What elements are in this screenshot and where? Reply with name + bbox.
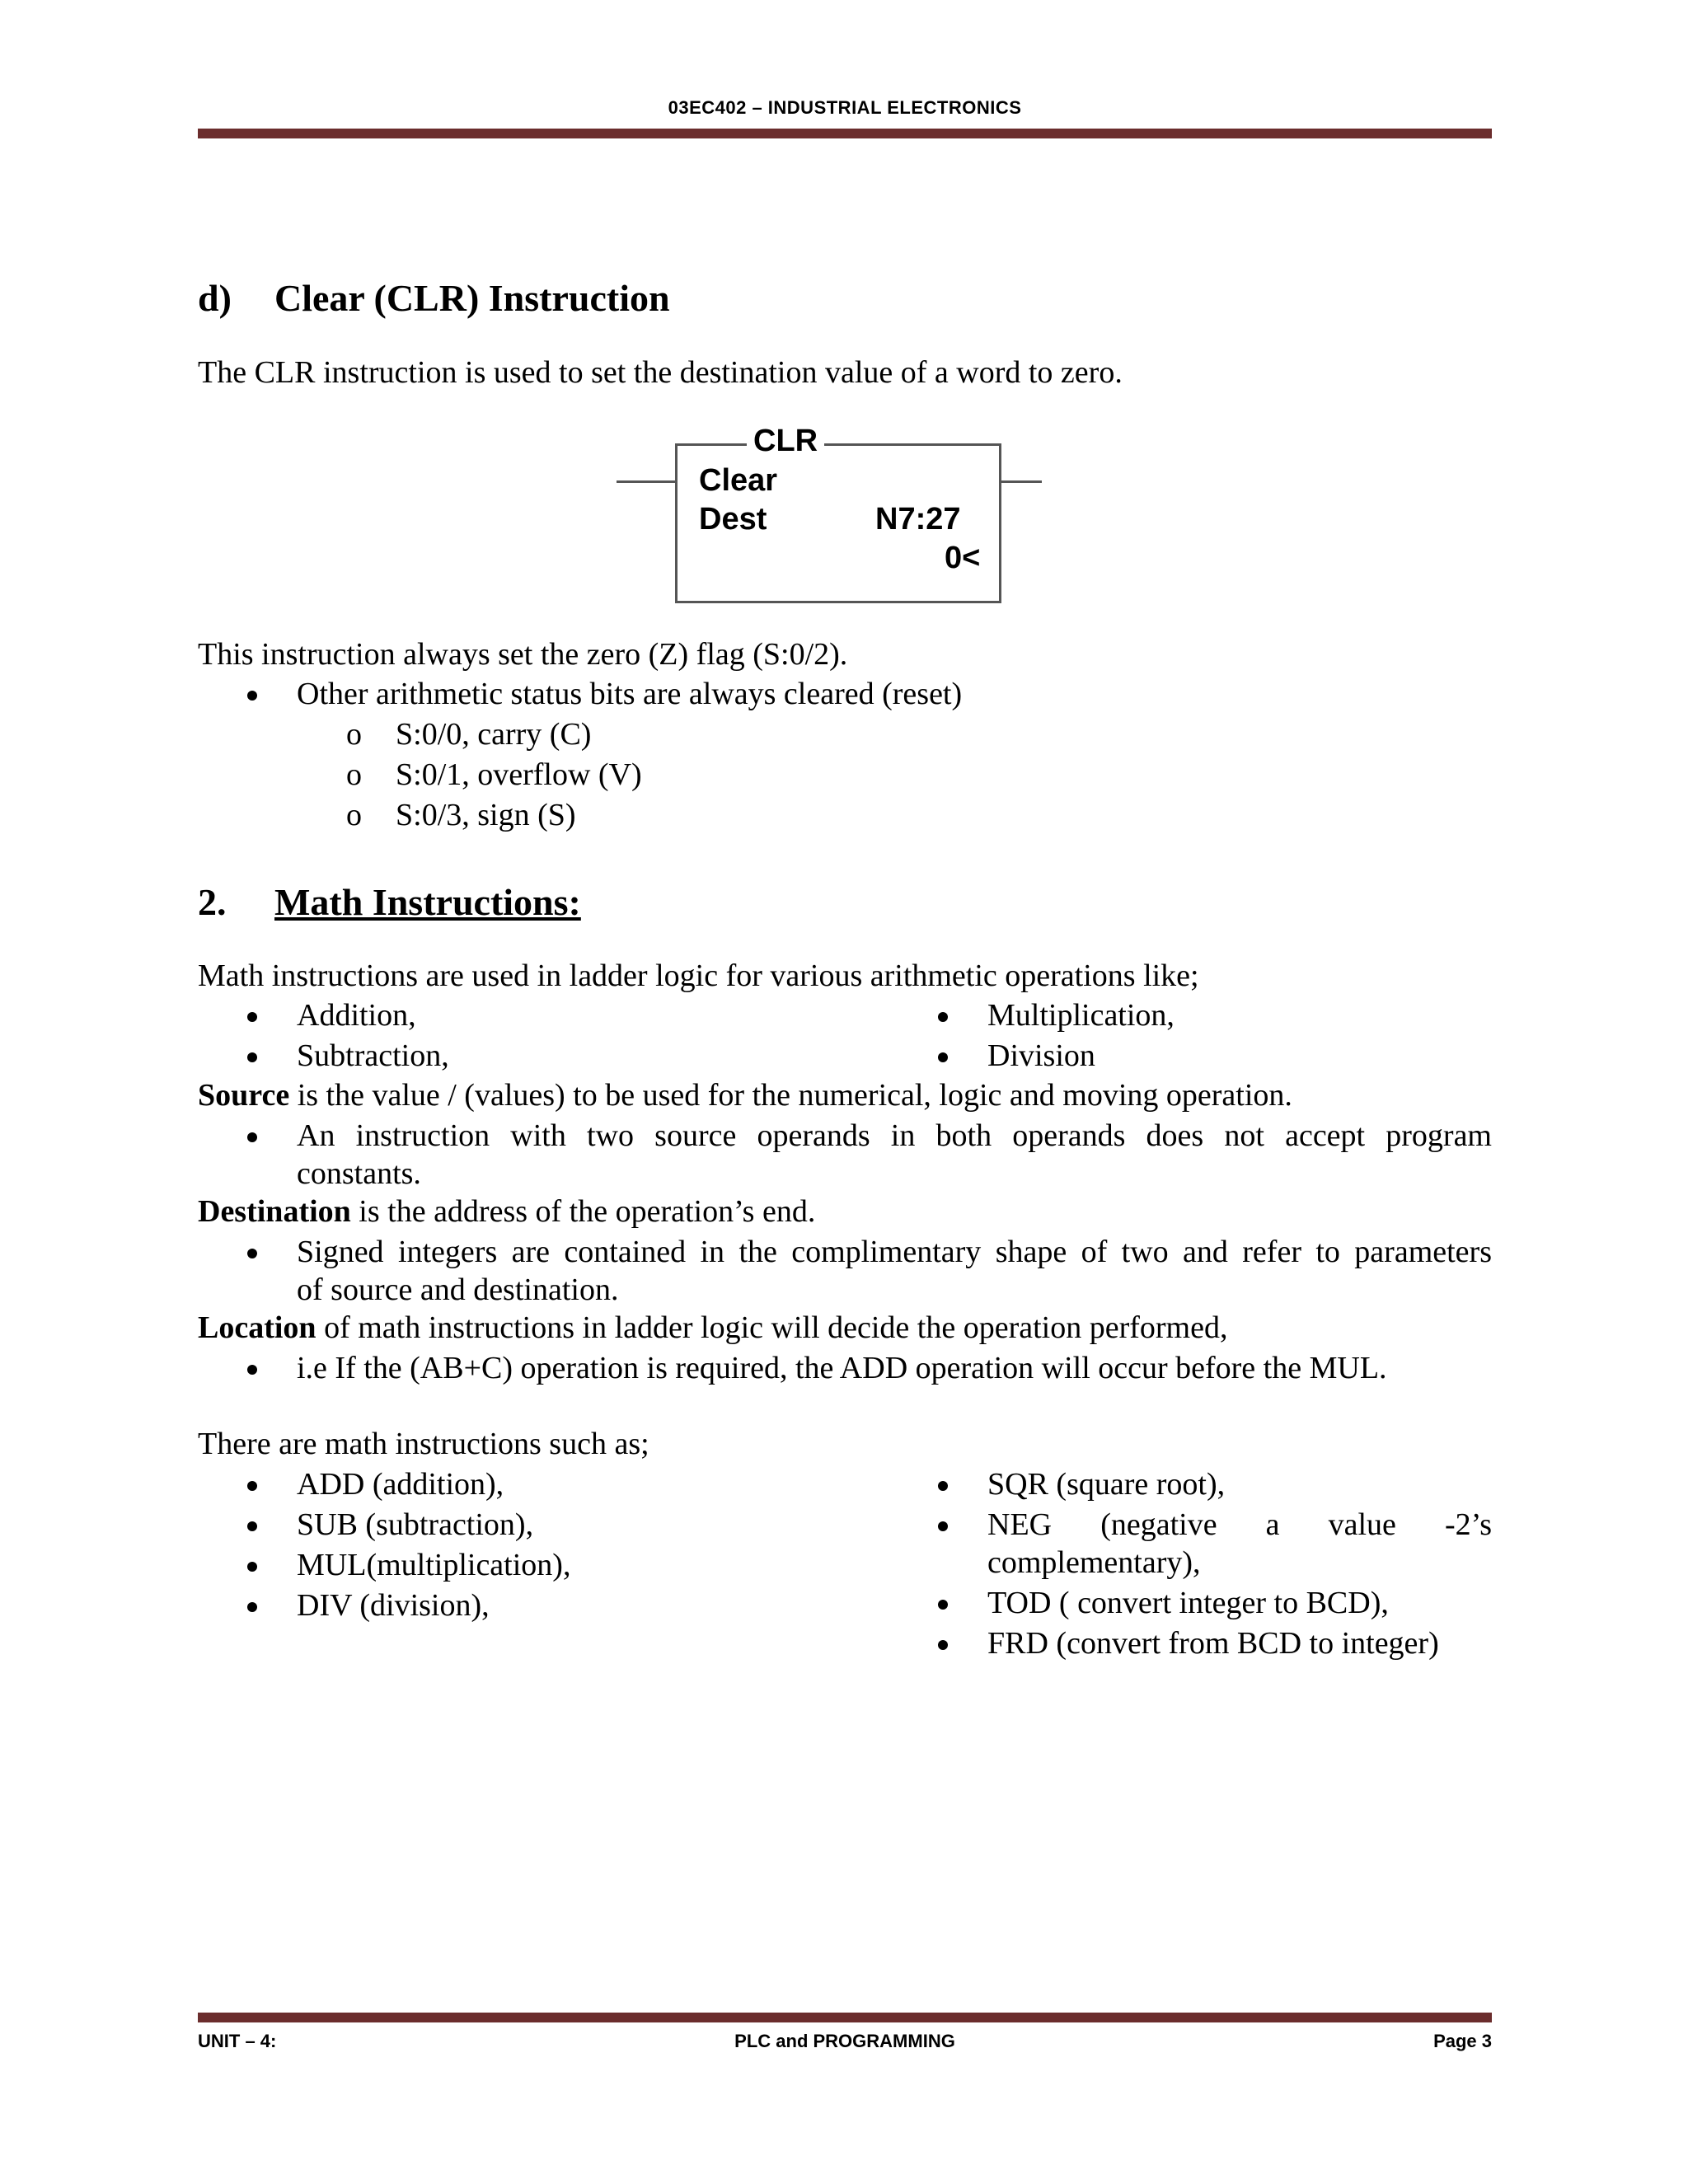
bullet-dot	[247, 1562, 257, 1572]
bullet-dot	[247, 1052, 257, 1062]
clr-block	[675, 443, 1001, 603]
location-term: Location	[198, 1310, 316, 1345]
footer-page-number: Page 3	[1433, 2031, 1492, 2051]
instruction-item: MUL(multiplication),	[297, 1548, 571, 1582]
status-bit-item: S:0/3, sign (S)	[396, 798, 576, 832]
clr-intro: The CLR instruction is used to set the destination value of a word to zero.	[198, 355, 1123, 390]
instruction-item: TOD ( convert integer to BCD),	[987, 1586, 1389, 1620]
rung-line-left	[617, 480, 675, 483]
status-bit-item: S:0/1, overflow (V)	[396, 757, 642, 792]
bullet-dot	[247, 1012, 257, 1022]
bullet-dot	[938, 1521, 948, 1531]
source-bullet-line1: An instruction with two source operands in both operands does not accept program	[297, 1118, 1492, 1153]
clr-dest-label: Dest	[699, 502, 767, 537]
bullet-dot	[247, 1365, 257, 1375]
bullet-dot	[938, 1481, 948, 1491]
operation-item: Addition,	[297, 998, 416, 1033]
location-paragraph	[198, 1308, 1227, 1348]
location-text: of math instructions in ladder logic will decide the operation performed,	[316, 1310, 1228, 1345]
instruction-item: DIV (division),	[297, 1588, 490, 1623]
instruction-item: ADD (addition),	[297, 1467, 504, 1502]
section-2-title: Math Instructions:	[274, 881, 581, 923]
math-intro: Math instructions are used in ladder logic for various arithmetic operations like;	[198, 958, 1199, 993]
operation-item: Multiplication,	[987, 998, 1175, 1033]
footer-rule	[198, 2013, 1492, 2022]
footer-topic: PLC and PROGRAMMING	[734, 2031, 955, 2051]
destination-term: Destination	[198, 1194, 351, 1229]
instruction-item: SUB (subtraction),	[297, 1507, 534, 1542]
bullet-dot	[938, 1640, 948, 1650]
section-2-number: 2.	[198, 881, 227, 923]
clr-block-line1: Clear	[699, 463, 778, 498]
circle-bullet: o	[346, 757, 362, 792]
destination-bullet-line1: Signed integers are contained in the complimentary shape of two and refer to parameters	[297, 1235, 1492, 1269]
source-paragraph	[198, 1076, 1292, 1116]
destination-text: is the address of the operation’s end.	[350, 1194, 816, 1229]
source-term: Source	[198, 1078, 290, 1113]
rung-line-right	[999, 480, 1042, 483]
instruction-list-intro: There are math instructions such as;	[198, 1427, 649, 1461]
instruction-item: SQR (square root),	[987, 1467, 1226, 1502]
bullet-dot	[938, 1052, 948, 1062]
destination-bullet-line2: of source and destination.	[297, 1272, 619, 1307]
bullet-dot	[247, 1249, 257, 1258]
section-2-heading	[198, 879, 581, 926]
circle-bullet: o	[346, 798, 362, 832]
header-rule	[198, 129, 1492, 138]
source-text: is the value / (values) to be used for the numerical, logic and moving operation.	[289, 1078, 1292, 1113]
section-d-heading	[198, 275, 670, 321]
location-bullet: i.e If the (AB+C) operation is required, the ADD operation will occur before the MUL.	[297, 1351, 1387, 1385]
instruction-item-continued: complementary),	[987, 1545, 1201, 1580]
circle-bullet: o	[346, 717, 362, 752]
source-bullet-line2: constants.	[297, 1156, 421, 1191]
section-d-number: d)	[198, 277, 232, 319]
bullet-dot	[247, 691, 257, 701]
clr-dest-address: N7:27	[875, 502, 961, 537]
operation-item: Division	[987, 1038, 1095, 1073]
clr-block-name: CLR	[747, 424, 824, 459]
header-title: 03EC402 – INDUSTRIAL ELECTRONICS	[668, 97, 1022, 118]
instruction-item: FRD (convert from BCD to integer)	[987, 1626, 1439, 1661]
bullet-dot	[247, 1132, 257, 1142]
operation-item: Subtraction,	[297, 1038, 449, 1073]
status-bits-bullet: Other arithmetic status bits are always cleared (reset)	[297, 677, 963, 711]
bullet-dot	[247, 1521, 257, 1531]
clr-dest-value: 0<	[945, 541, 981, 575]
bullet-dot	[247, 1481, 257, 1491]
bullet-dot	[938, 1012, 948, 1022]
section-d-title: Clear (CLR) Instruction	[274, 277, 670, 319]
status-bit-item: S:0/0, carry (C)	[396, 717, 592, 752]
destination-paragraph	[198, 1192, 815, 1232]
footer-unit: UNIT – 4:	[198, 2031, 277, 2051]
instruction-item: NEG (negative a value -2’s	[987, 1507, 1492, 1542]
zero-flag-text: This instruction always set the zero (Z) flag (S:0/2).	[198, 637, 848, 672]
bullet-dot	[247, 1602, 257, 1612]
bullet-dot	[938, 1600, 948, 1610]
